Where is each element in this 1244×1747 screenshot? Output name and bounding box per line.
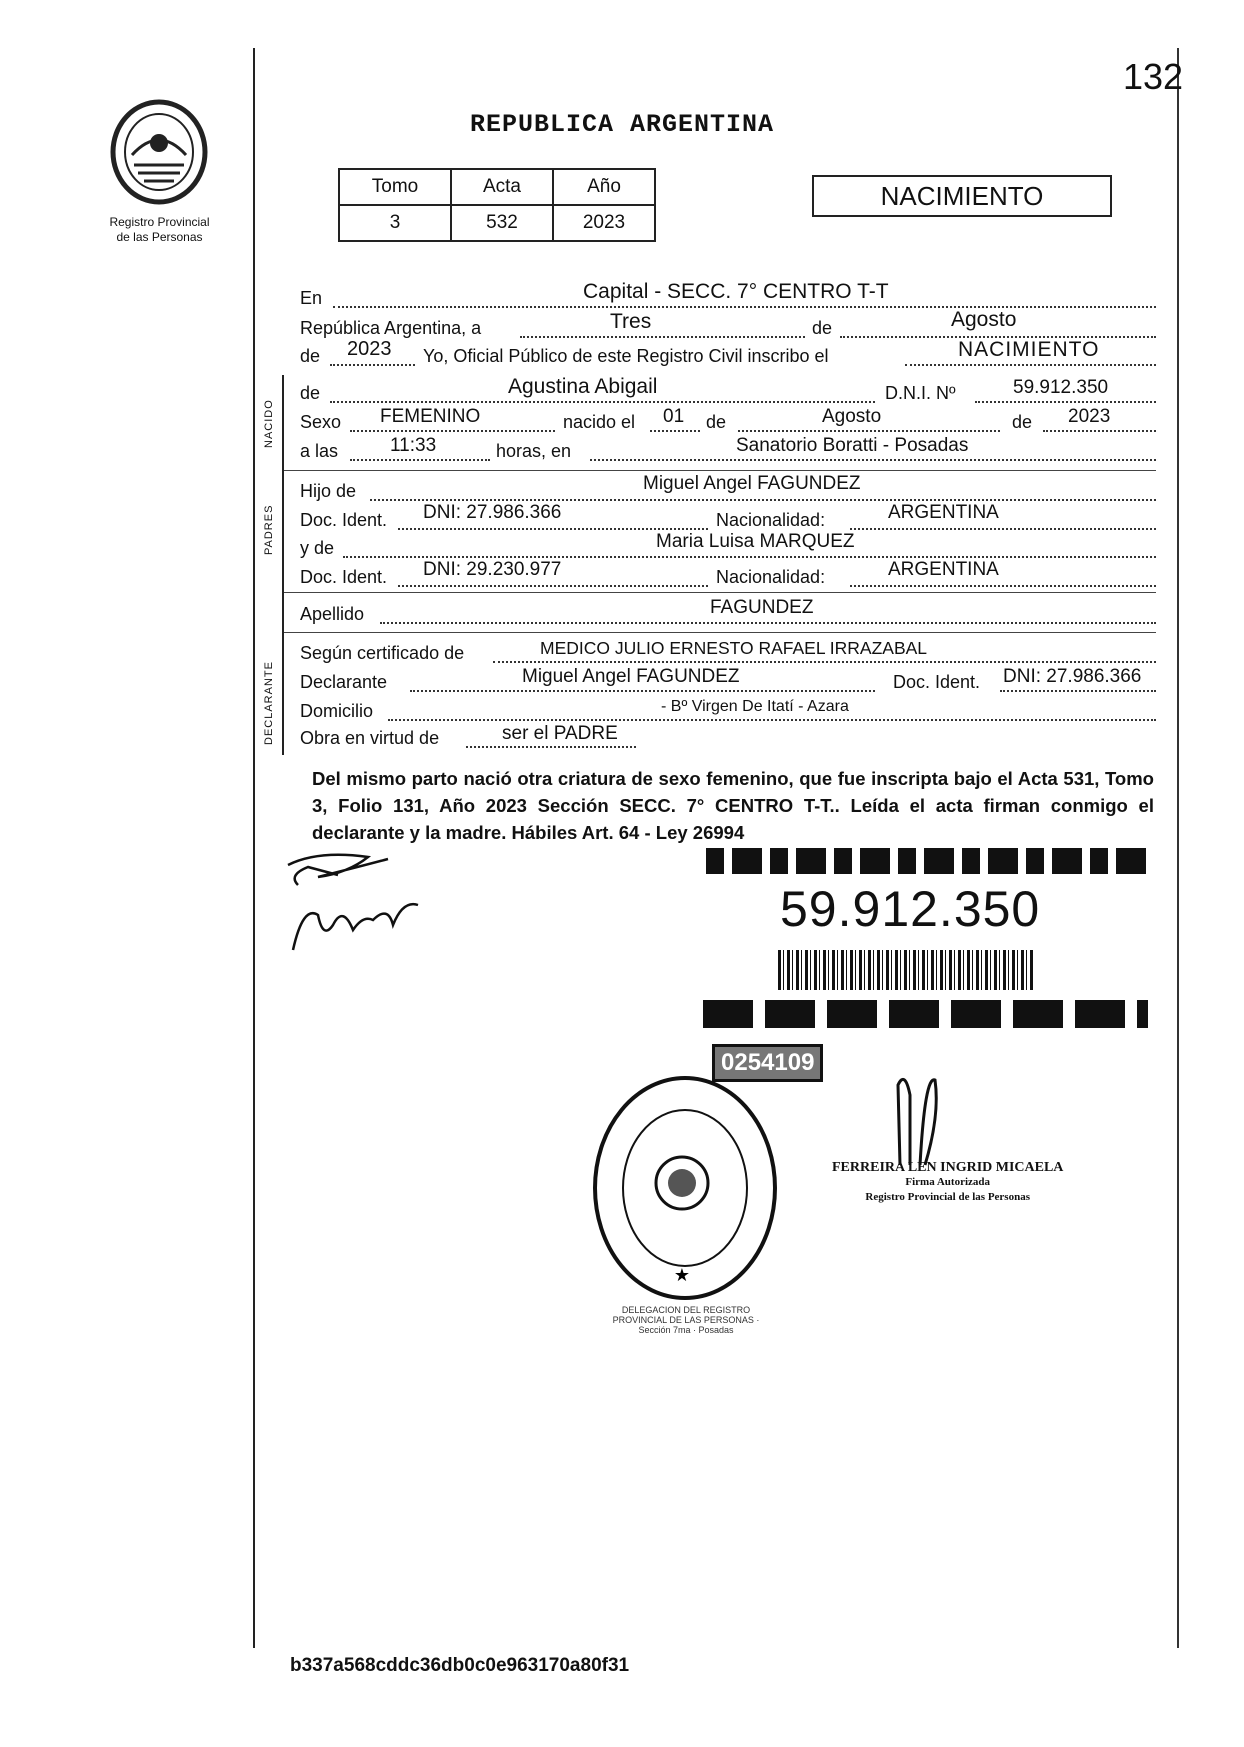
dotted-line (388, 719, 1156, 721)
field-dia-nacimiento: 01 (663, 406, 685, 427)
field-certificado: MEDICO JULIO ERNESTO RAFAEL IRRAZABAL (540, 638, 928, 658)
notes-paragraph: Del mismo parto nació otra criatura de sexo femenino, que fue inscripta bajo el Acta 531, Tomo 3, Folio 131, Año 2023 Sección SECC. 7° CENTRO T-T.. Leída el acta firman conmigo el declarante y la madre. Hábiles Art. 64 - Ley 26994 (312, 768, 1154, 843)
security-band-top (706, 848, 1151, 874)
official-seal (590, 1073, 780, 1308)
field-madre-nacionalidad: ARGENTINA (888, 559, 999, 580)
field-dni: 59.912.350 (1013, 377, 1109, 398)
label-horas-en: horas, en (496, 441, 572, 461)
side-label-nacido: NACIDO (263, 399, 275, 448)
dotted-line (330, 401, 875, 403)
dotted-line (850, 585, 1156, 587)
handwritten-signature (278, 845, 448, 970)
registry-label: Registro Provincial de las Personas (109, 215, 210, 244)
field-apellido: FAGUNDEZ (710, 597, 814, 618)
dotted-line (520, 336, 805, 338)
section-separator (284, 470, 1156, 471)
document-hash: b337a568cddc36db0c0e963170a80f31 (290, 1655, 630, 1676)
label-de: de (300, 383, 321, 403)
dotted-line (398, 528, 708, 530)
label-hijo-de: Hijo de (300, 481, 357, 501)
field-dia-inscripcion: Tres (610, 310, 652, 333)
label-segun-certificado: Según certificado de (300, 643, 465, 663)
security-band-bottom (703, 1000, 1148, 1028)
field-domicilio: - Bº Virgen De Itatí - Azara (661, 698, 849, 715)
label-dni: D.N.I. Nº (885, 383, 956, 403)
label-sexo: Sexo (300, 412, 342, 432)
label-a-las: a las (300, 441, 339, 461)
label-de: de (706, 412, 727, 432)
svg-text:★: ★ (673, 1265, 691, 1286)
authorized-role: Firma Autorizada (905, 1176, 991, 1188)
label-yo-oficial: Yo, Oficial Público de este Registro Civil inscribo el (423, 346, 829, 366)
authorized-org: Registro Provincial de las Personas (865, 1191, 1030, 1203)
field-madre-doc: DNI: 29.230.977 (423, 559, 562, 580)
tomo-value: 3 (339, 205, 451, 241)
label-doc-ident: Doc. Ident. (893, 672, 981, 692)
section-divider-line (282, 375, 284, 755)
field-anio-inscripcion: 2023 (347, 338, 392, 360)
label-doc-ident: Doc. Ident. (300, 567, 388, 587)
dotted-line (650, 430, 700, 432)
field-lugar: Capital - SECC. 7° CENTRO T-T (583, 280, 889, 303)
dotted-line (975, 401, 1156, 403)
label-de: de (1012, 412, 1033, 432)
anio-header: Año (553, 169, 655, 205)
field-declarante: Miguel Angel FAGUNDEZ (522, 666, 740, 687)
field-obra-en-virtud: ser el PADRE (502, 723, 618, 744)
label-domicilio: Domicilio (300, 701, 374, 721)
dotted-line (466, 746, 636, 748)
document-title: REPUBLICA ARGENTINA (469, 110, 775, 139)
side-label-declarante: DECLARANTE (263, 661, 275, 745)
field-lugar-nacimiento: Sanatorio Boratti - Posadas (736, 435, 969, 456)
dotted-line (370, 499, 1156, 501)
label-nacionalidad: Nacionalidad: (716, 510, 826, 530)
section-separator (284, 592, 1156, 593)
dotted-line (905, 364, 1156, 366)
field-sexo: FEMENINO (380, 406, 481, 427)
dotted-line (380, 622, 1156, 624)
field-padre-nacionalidad: ARGENTINA (888, 502, 999, 523)
field-anio-nacimiento: 2023 (1068, 406, 1111, 427)
dotted-line (590, 459, 1156, 461)
dotted-line (350, 459, 490, 461)
tomo-header: Tomo (339, 169, 451, 205)
dotted-line (333, 306, 1156, 308)
field-tipo: NACIMIENTO (958, 338, 1100, 361)
label-de: de (300, 346, 321, 366)
side-label-padres: PADRES (263, 504, 275, 555)
field-hora: 11:33 (390, 435, 437, 456)
label-en: En (300, 288, 323, 308)
label-republica: República Argentina, a (300, 318, 482, 338)
acta-value: 532 (451, 205, 553, 241)
acta-header: Acta (451, 169, 553, 205)
record-table (338, 168, 656, 242)
dotted-line (1043, 430, 1156, 432)
dotted-line (343, 556, 1156, 558)
label-declarante: Declarante (300, 672, 388, 692)
field-mes-inscripcion: Agosto (951, 308, 1017, 331)
field-nombre: Agustina Abigail (508, 375, 658, 398)
left-margin-line (253, 48, 255, 1648)
dotted-line (738, 430, 1000, 432)
record-type-box: NACIMIENTO (812, 175, 1112, 217)
label-de: de (812, 318, 833, 338)
dotted-line (350, 430, 555, 432)
page-number: 132 (1123, 56, 1184, 97)
barcode (778, 950, 1034, 990)
authorized-signature-block (832, 1160, 1063, 1205)
label-nacionalidad: Nacionalidad: (716, 567, 826, 587)
dotted-line (493, 661, 1156, 663)
stamp-code: 0254109 (712, 1044, 823, 1082)
dotted-line (1000, 690, 1156, 692)
dotted-line (850, 528, 1156, 530)
field-padre-doc: DNI: 27.986.366 (423, 502, 562, 523)
official-seal-text: DELEGACION DEL REGISTRO PROVINCIAL DE LAS PERSONAS · Sección 7ma · Posadas (612, 1305, 760, 1335)
dotted-line (410, 690, 875, 692)
section-separator (284, 632, 1156, 633)
dni-stamp-number: 59.912.350 (780, 881, 1041, 937)
field-declarante-doc: DNI: 27.986.366 (1003, 666, 1142, 687)
dotted-line (398, 585, 708, 587)
field-mes-nacimiento: Agosto (822, 406, 882, 427)
dotted-line (330, 364, 415, 366)
label-y-de: y de (300, 538, 335, 558)
field-madre: Maria Luisa MARQUEZ (656, 531, 855, 552)
right-margin-line (1177, 48, 1179, 1648)
label-obra-en-virtud: Obra en virtud de (300, 728, 440, 748)
label-apellido: Apellido (300, 604, 365, 624)
label-nacido-el: nacido el (563, 412, 636, 432)
anio-value: 2023 (553, 205, 655, 241)
label-doc-ident: Doc. Ident. (300, 510, 388, 530)
authorized-name: FERREIRA LEN INGRID MICAELA (832, 1160, 1064, 1175)
field-padre: Miguel Angel FAGUNDEZ (643, 473, 861, 494)
